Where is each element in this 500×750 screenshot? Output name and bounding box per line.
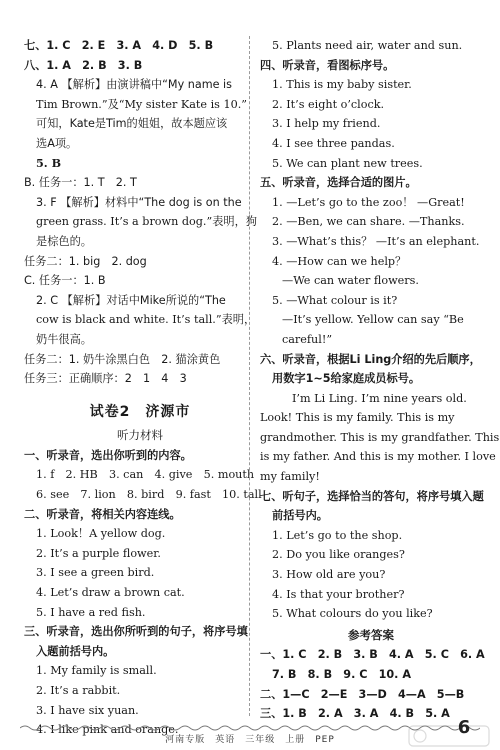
content-line: 3. I see a green bird. bbox=[36, 566, 155, 580]
task-line: C. 任务一：1. B bbox=[24, 274, 106, 288]
section-heading: 四、听录音，看图标序号。 bbox=[260, 58, 395, 72]
section-heading: 二、听录音，将相关内容连线。 bbox=[24, 507, 181, 521]
analysis-line: 是棕色的。 bbox=[36, 234, 92, 248]
analysis-line: 奶牛很高。 bbox=[36, 332, 92, 346]
content-line: 6. see 7. lion 8. bird 9. fast 10. tall bbox=[36, 488, 262, 502]
content-line: 3. How old are you? bbox=[272, 568, 386, 582]
section-heading: 用数字1~5给家庭成员标号。 bbox=[272, 372, 421, 386]
paragraph-line: is my father. And this is my mother. I love bbox=[260, 450, 496, 464]
content-line: 2. It’s a rabbit. bbox=[36, 684, 121, 697]
answer-line: 三、1. B 2. A 3. A 4. B 5. A bbox=[260, 707, 450, 721]
content-line: 5. —What colour is it? bbox=[272, 293, 398, 307]
analysis-line: 选A项。 bbox=[36, 136, 78, 150]
content-line: 4. —How can we help？ bbox=[272, 254, 407, 268]
answer-line: 七、1. C 2. E 3. A 4. D 5. B bbox=[24, 39, 214, 52]
analysis-line: 3. F 【解析】材料中“The dog is on the bbox=[36, 195, 242, 209]
content-line: careful!” bbox=[282, 332, 333, 346]
content-line: 1. This is my baby sister. bbox=[272, 78, 412, 92]
section-heading: 五、听录音，选择合适的图片。 bbox=[260, 176, 417, 190]
section-heading: 入题前括号内。 bbox=[36, 644, 115, 658]
paragraph-line: I’m Li Ling. I’m nine years old. bbox=[292, 391, 467, 405]
analysis-line: cow is black and white. It’s tall.”表明， bbox=[36, 313, 256, 327]
content-line: 2. It’s a purple flower. bbox=[36, 546, 161, 560]
content-line: —We can water flowers. bbox=[282, 274, 419, 288]
task-line: 任务二：1. big 2. dog bbox=[24, 254, 147, 268]
task-line: 任务二：1. 奶牛涂黑白色 2. 猫涂黄色 bbox=[24, 352, 221, 366]
content-line: 3. I have six yuan. bbox=[36, 703, 139, 717]
section-heading: 七、听句子，选择恰当的答句，将序号填入题 bbox=[260, 489, 484, 503]
content-line: 4. Let’s draw a brown cat. bbox=[36, 586, 185, 600]
listening-title: 听力材料 bbox=[117, 428, 163, 443]
right-column bbox=[260, 36, 500, 724]
content-line: 1. f 2. HB 3. can 4. give 5. mouth bbox=[36, 468, 255, 482]
paragraph-line: grandmother. This is my grandfather. This bbox=[260, 430, 500, 444]
column-divider bbox=[249, 36, 250, 716]
paragraph-line: Look! This is my family. This is my bbox=[260, 411, 455, 425]
content-line: 4. I like pink and orange. bbox=[36, 723, 179, 737]
content-line: 1. My family is small. bbox=[36, 664, 157, 678]
content-line: 1. —Let’s go to the zoo！ —Great! bbox=[272, 195, 465, 209]
section-heading: 前括号内。 bbox=[272, 509, 328, 523]
footer-text: 河南专版 英语 三年级 上册 PEP bbox=[165, 735, 335, 745]
content-line: 5. What colours do you like? bbox=[272, 607, 433, 621]
content-line: 2. Do you like oranges? bbox=[272, 548, 405, 562]
content-line: 4. I see three pandas. bbox=[272, 136, 395, 150]
content-line: 3. I help my friend. bbox=[272, 117, 381, 131]
task-line: 任务三：正确顺序：2 1 4 3 bbox=[24, 372, 187, 386]
content-line: 4. Is that your brother? bbox=[272, 587, 405, 601]
analysis-line: 2. C 【解析】对话中Mike所说的“The bbox=[36, 293, 226, 307]
left-column bbox=[24, 36, 262, 740]
section-heading: 一、听录音，选出你听到的内容。 bbox=[24, 448, 192, 462]
exam-title: 试卷2 济源市 bbox=[89, 403, 191, 420]
content-line: 2. It’s eight o’clock. bbox=[272, 97, 385, 111]
answer-line: 7. B 8. B 9. C 10. A bbox=[272, 668, 411, 681]
task-line: B. 任务一：1. T 2. T bbox=[24, 176, 137, 190]
content-line: —It’s yellow. Yellow can say “Be bbox=[282, 313, 464, 327]
page-number: 6 bbox=[457, 717, 471, 738]
answers-title: 参考答案 bbox=[348, 627, 394, 642]
watermark-stamp bbox=[408, 724, 490, 748]
answer-line: 二、1—C 2—E 3—D 4—A 5—B bbox=[260, 687, 465, 701]
section-heading: 六、听录音，根据Li Ling介绍的先后顺序， bbox=[260, 352, 481, 366]
content-line: 3. —What’s this？ —It’s an elephant. bbox=[272, 234, 480, 248]
analysis-line: 可知，Kate是Tim的姐姐，故本题应该 bbox=[36, 117, 228, 131]
content-line: 1. Look！A yellow dog. bbox=[36, 527, 166, 541]
analysis-line: 4. A 【解析】由演讲稿中“My name is bbox=[36, 78, 232, 92]
paragraph-line: my family! bbox=[260, 470, 320, 484]
content-line: 2. —Ben, we can share. —Thanks. bbox=[272, 215, 465, 229]
analysis-line: Tim Brown.”及“My sister Kate is 10.” bbox=[36, 97, 247, 111]
answer-line: 一、1. C 2. B 3. B 4. A 5. C 6. A bbox=[260, 648, 485, 662]
content-line: 5. Plants need air, water and sun. bbox=[272, 39, 463, 52]
answer-line: 5. B bbox=[36, 155, 62, 170]
answer-line: 八、1. A 2. B 3. B bbox=[24, 58, 143, 72]
content-line: 5. We can plant new trees. bbox=[272, 156, 423, 170]
analysis-line: green grass. It’s a brown dog.”表明，狗 bbox=[36, 215, 257, 229]
section-heading: 三、听录音，选出你所听到的句子，将序号填 bbox=[24, 625, 248, 639]
content-line: 1. Let’s go to the shop. bbox=[272, 528, 403, 542]
content-line: 5. I have a red fish. bbox=[36, 605, 146, 619]
